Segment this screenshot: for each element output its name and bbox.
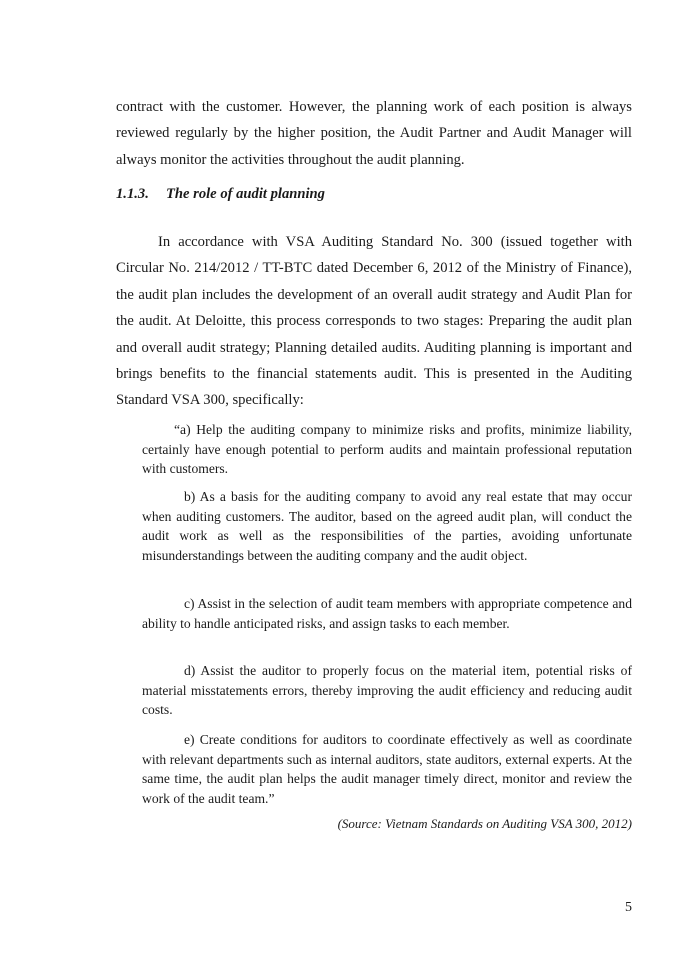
quote-item-a: “a) Help the auditing company to minimize risks and profits, minimize liability, certainly have enough potential to perform audits and maintain professional reputation with customers. (142, 422, 632, 477)
body-paragraph: In accordance with VSA Auditing Standard No. 300 (issued together with Circular No. 214/2012 / TT-BTC dated December 6, 2012 of the Ministry of Finance), the audit plan includes the development of an overall audit strategy and Audit Plan for the audit. At Deloitte, this process corresponds to two stages: Preparing the audit plan and overall audit strategy; Planning detailed audits. Auditing planning is important and brings benefits to the financial statements audit. This is presented in the Auditing Standard VSA 300, specifically: (116, 234, 632, 409)
quote-item-b: b) As a basis for the auditing company to avoid any real estate that may occur when auditing customers. The auditor, based on the agreed audit plan, will conduct the audit work as well as the responsibilities of the parties, avoiding unfortunate misunderstandings between the auditing company and the audit object. (142, 489, 632, 563)
quote-item-c: c) Assist in the selection of audit team members with appropriate competence and ability to handle anticipated risks, and assign tasks to each member. (142, 596, 632, 631)
quote-item-e: e) Create conditions for auditors to coordinate effectively as well as coordinate with relevant departments such as internal auditors, state auditors, external experts. At the same time, the audit plan helps the audit manager timely direct, monitor and review the work of the audit team.” (142, 732, 632, 806)
source-note: (Source: Vietnam Standards on Auditing VSA 300, 2012) (337, 816, 632, 831)
intro-paragraph: contract with the customer. However, the planning work of each position is always reviewed regularly by the higher position, the Audit Partner and Audit Manager will always monitor the activities throughout the audit planning. (116, 99, 632, 168)
section-heading (116, 186, 325, 203)
page-number: 5 (625, 900, 632, 915)
section-number: 1.1.3. (116, 186, 149, 202)
section-title: The role of audit planning (166, 186, 325, 202)
quote-item-d: d) Assist the auditor to properly focus on the material item, potential risks of material misstatements errors, thereby improving the audit efficiency and reducing audit costs. (142, 663, 632, 718)
